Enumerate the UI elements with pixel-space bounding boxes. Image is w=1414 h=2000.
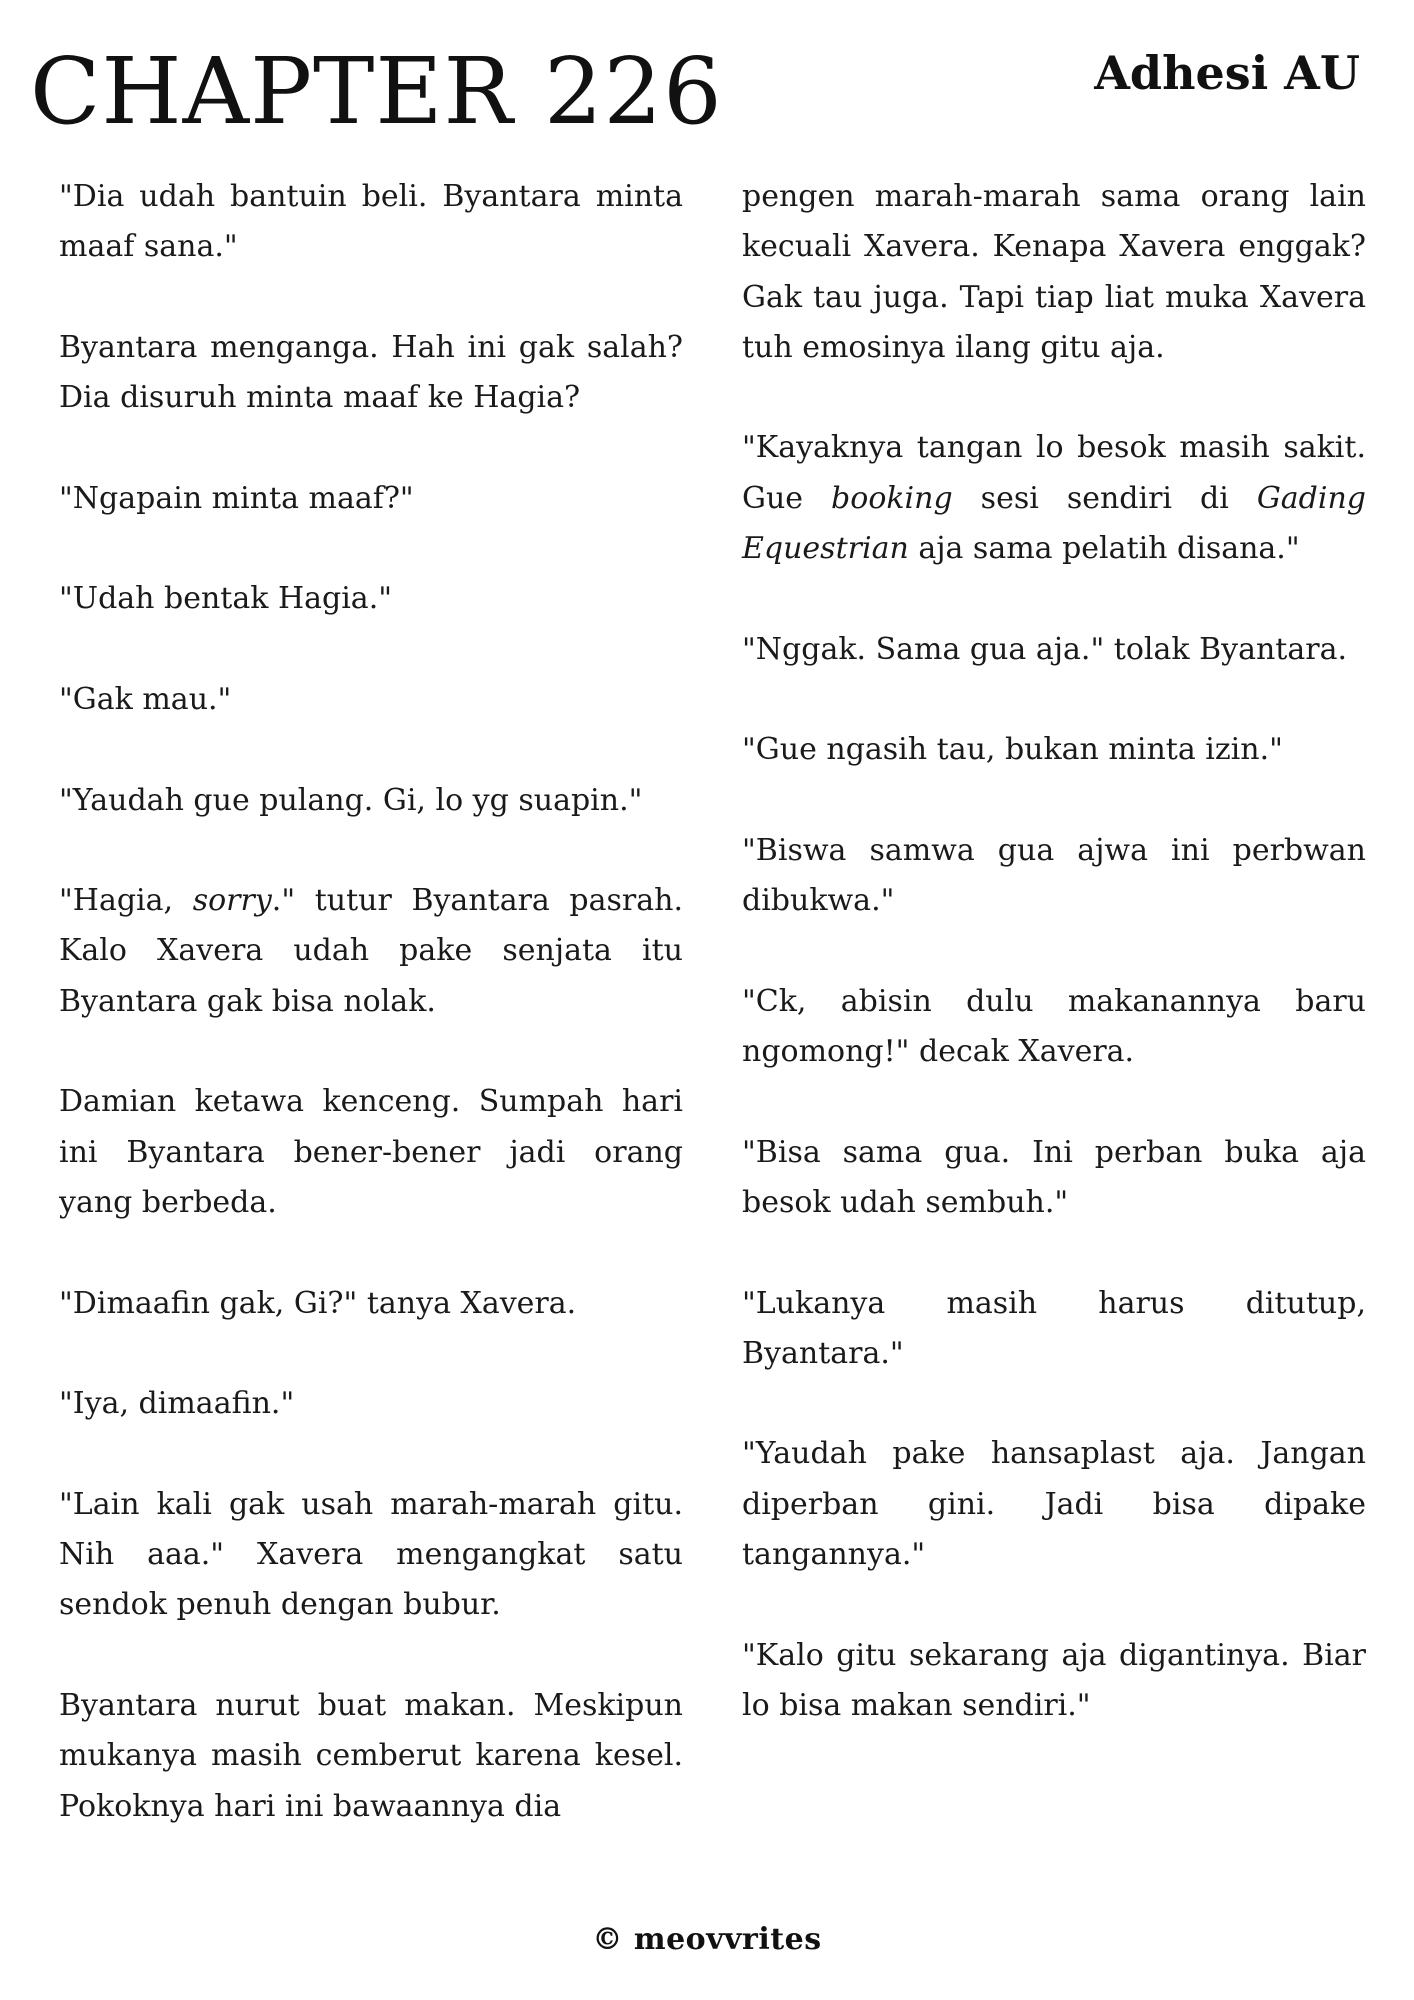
series-title: Adhesi AU: [1094, 46, 1360, 100]
text-run: "Kayaknya tangan lo besok masih sakit. Gue: [742, 430, 1366, 516]
story-paragraph: [742, 172, 1366, 373]
text-run: "Biswa samwa gua ajwa ini perbwan dibukwa.": [742, 832, 1366, 919]
text-run: "Gue ngasih tau, bukan minta izin.": [742, 732, 1283, 768]
story-paragraph: [742, 625, 1366, 675]
chapter-title: CHAPTER 226: [30, 38, 723, 145]
story-paragraph: [742, 826, 1366, 927]
story-paragraph: [59, 675, 683, 725]
footer-credit: © meovvrites: [592, 1922, 822, 1957]
italic-text: booking: [831, 480, 953, 516]
text-run: "Udah bentak Hagia.": [59, 581, 393, 617]
italic-text: sorry: [192, 883, 272, 919]
text-run: "Gak mau.": [59, 681, 232, 717]
text-run: "Nggak. Sama gua aja." tolak Byantara.: [742, 631, 1348, 667]
story-paragraph: [59, 1480, 683, 1631]
story-paragraph: [59, 876, 683, 1027]
story-paragraph: [59, 1681, 683, 1832]
text-run: "Hagia,: [59, 883, 193, 919]
text-run: "Yaudah gue pulang. Gi, lo yg suapin.": [59, 782, 643, 818]
story-paragraph: [59, 1279, 683, 1329]
text-run: "Lain kali gak usah marah-marah gitu. Nih aaa." Xavera mengangkat satu sendok penuh dengan bubur.: [59, 1486, 683, 1623]
text-run: "Dimaafin gak, Gi?" tanya Xavera.: [59, 1285, 577, 1321]
story-paragraph: [742, 423, 1366, 574]
text-run: sesi sendiri di: [952, 480, 1257, 516]
story-column-right: [742, 172, 1366, 1731]
story-paragraph: [742, 977, 1366, 1078]
story-paragraph: [59, 776, 683, 826]
story-paragraph: [59, 1379, 683, 1429]
text-run: ." tutur Byantara pasrah. Kalo Xavera udah pake senjata itu Byantara gak bisa nolak.: [59, 883, 683, 1019]
text-run: aja sama pelatih disana.": [908, 531, 1300, 567]
story-paragraph: [742, 1279, 1366, 1380]
text-run: "Lukanya masih harus ditutup, Byantara.": [742, 1285, 1366, 1371]
story-paragraph: [59, 172, 683, 273]
story-paragraph: [59, 323, 683, 424]
text-run: "Yaudah pake hansaplast aja. Jangan diperban gini. Jadi bisa dipake tangannya.": [742, 1436, 1366, 1573]
story-paragraph: [59, 1077, 683, 1228]
text-run: Byantara menganga. Hah ini gak salah? Dia disuruh minta maaf ke Hagia?: [59, 329, 683, 416]
text-run: Damian ketawa kenceng. Sumpah hari ini Byantara bener-bener jadi orang yang berbeda.: [59, 1084, 683, 1220]
text-run: "Dia udah bantuin beli. Byantara minta maaf sana.": [59, 179, 683, 265]
story-paragraph: [742, 1631, 1366, 1732]
italic-text: Gading Equestrian: [742, 480, 1367, 567]
story-paragraph: [742, 1128, 1366, 1229]
text-run: "Bisa sama gua. Ini perban buka aja besok udah sembuh.": [742, 1134, 1366, 1220]
story-paragraph: [742, 1429, 1366, 1580]
text-run: "Iya, dimaafin.": [59, 1386, 295, 1422]
text-run: pengen marah-marah sama orang lain kecuali Xavera. Kenapa Xavera enggak? Gak tau juga. Tapi tiap liat muka Xavera tuh emosinya ilang gitu aja.: [742, 179, 1366, 365]
story-paragraph: [59, 474, 683, 524]
story-paragraph: [742, 725, 1366, 775]
text-run: Byantara nurut buat makan. Meskipun mukanya masih cemberut karena kesel. Pokoknya hari ini bawaannya dia: [59, 1687, 683, 1824]
story-column-left: [59, 172, 683, 1832]
text-run: "Kalo gitu sekarang aja digantinya. Biar lo bisa makan sendiri.": [742, 1637, 1366, 1723]
story-paragraph: [59, 574, 683, 624]
text-run: "Ck, abisin dulu makanannya baru ngomong!" decak Xavera.: [742, 983, 1366, 1070]
text-run: "Ngapain minta maaf?": [59, 480, 414, 516]
